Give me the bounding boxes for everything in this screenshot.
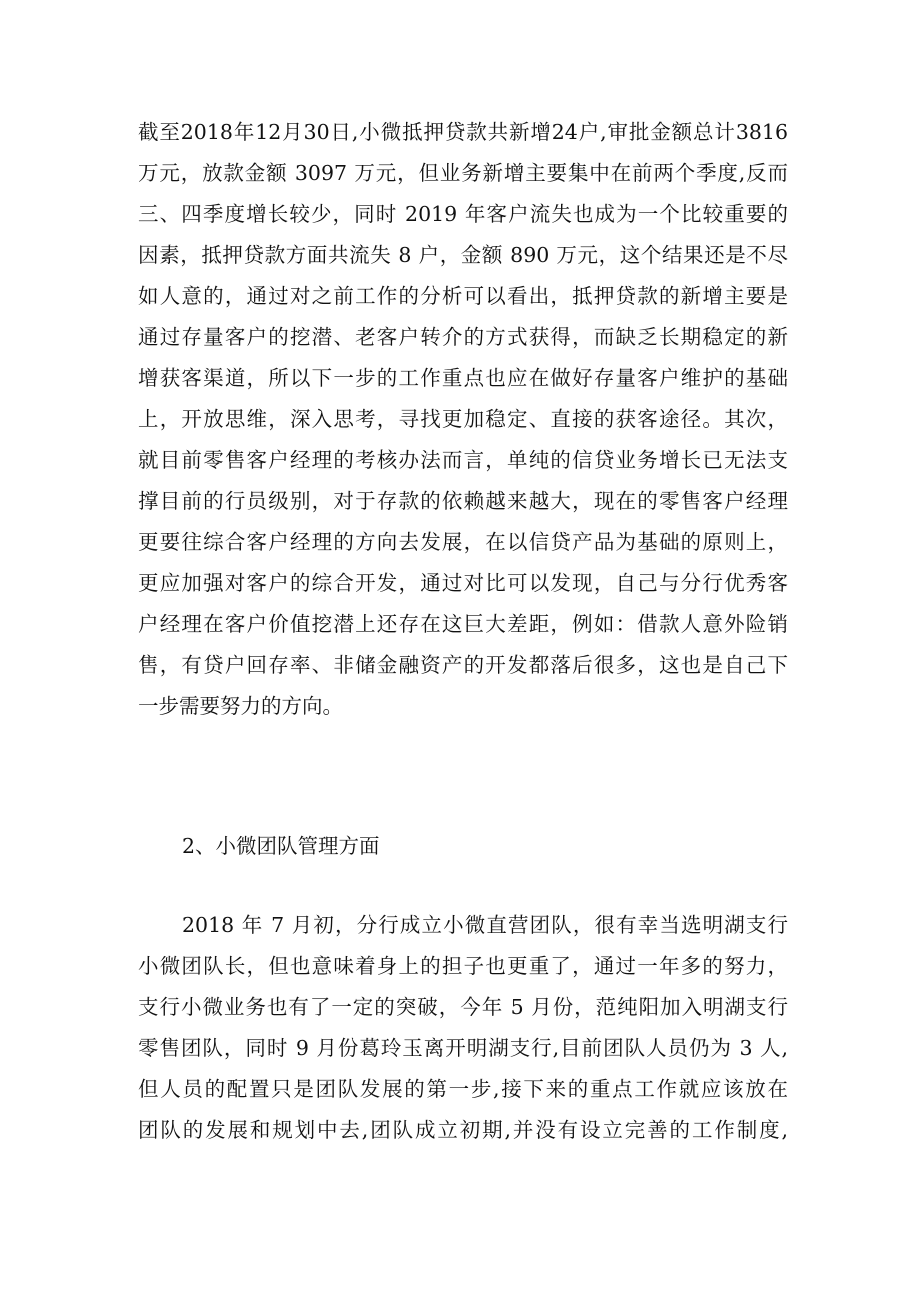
text-line: 如人意的，通过对之前工作的分析可以看出，抵押贷款的新增主要是 — [138, 284, 788, 308]
text-line: 就目前零售客户经理的考核办法而言，单纯的信贷业务增长已无法支 — [138, 448, 788, 472]
text-line: 售，有贷户回存率、非储金融资产的开发都落后很多，这也是自己下 — [138, 653, 788, 677]
text-line: 万元，放款金额 3097 万元，但业务新增主要集中在前两个季度,反而 — [138, 161, 788, 185]
text-line: 2018 年 7 月初，分行成立小微直营团队，很有幸当选明湖支行 — [182, 913, 788, 937]
text-line: 通过存量客户的挖潜、老客户转介的方式获得，而缺乏长期稳定的新 — [138, 325, 788, 349]
heading-text: 2、小微团队管理方面 — [182, 834, 380, 858]
text-line: 支行小微业务也有了一定的突破，今年 5 月份，范纯阳加入明湖支行 — [138, 995, 788, 1019]
text-line: 增获客渠道，所以下一步的工作重点也应在做好存量客户维护的基础 — [138, 366, 788, 390]
text-line: 户经理在客户价值挖潜上还存在这巨大差距，例如：借款人意外险销 — [138, 612, 788, 636]
text-line: 三、四季度增长较少，同时 2019 年客户流失也成为一个比较重要的 — [138, 202, 788, 226]
text-line: 团队的发展和规划中去,团队成立初期,并没有设立完善的工作制度, — [138, 1118, 788, 1142]
text-line: 因素，抵押贷款方面共流失 8 户，金额 890 万元，这个结果还是不尽 — [138, 243, 788, 267]
text-line: 更应加强对客户的综合开发，通过对比可以发现，自己与分行优秀客 — [138, 571, 788, 595]
text-line: 更要往综合客户经理的方向去发展，在以信贷产品为基础的原则上， — [138, 530, 788, 554]
text-line: 小微团队长，但也意味着身上的担子也更重了，通过一年多的努力， — [138, 954, 788, 978]
text-line: 但人员的配置只是团队发展的第一步,接下来的重点工作就应该放在 — [138, 1077, 788, 1101]
text-line: 截至2018年12月30日,小微抵押贷款共新增24户,审批金额总计3816 — [138, 120, 788, 144]
text-line: 上，开放思维，深入思考，寻找更加稳定、直接的获客途径。其次， — [138, 407, 788, 431]
text-line: 零售团队，同时 9 月份葛玲玉离开明湖支行,目前团队人员仍为 3 人, — [138, 1036, 788, 1060]
text-line: 一步需要努力的方向。 — [138, 694, 343, 718]
text-line: 撑目前的行员级别，对于存款的依赖越来越大，现在的零售客户经理 — [138, 489, 788, 513]
